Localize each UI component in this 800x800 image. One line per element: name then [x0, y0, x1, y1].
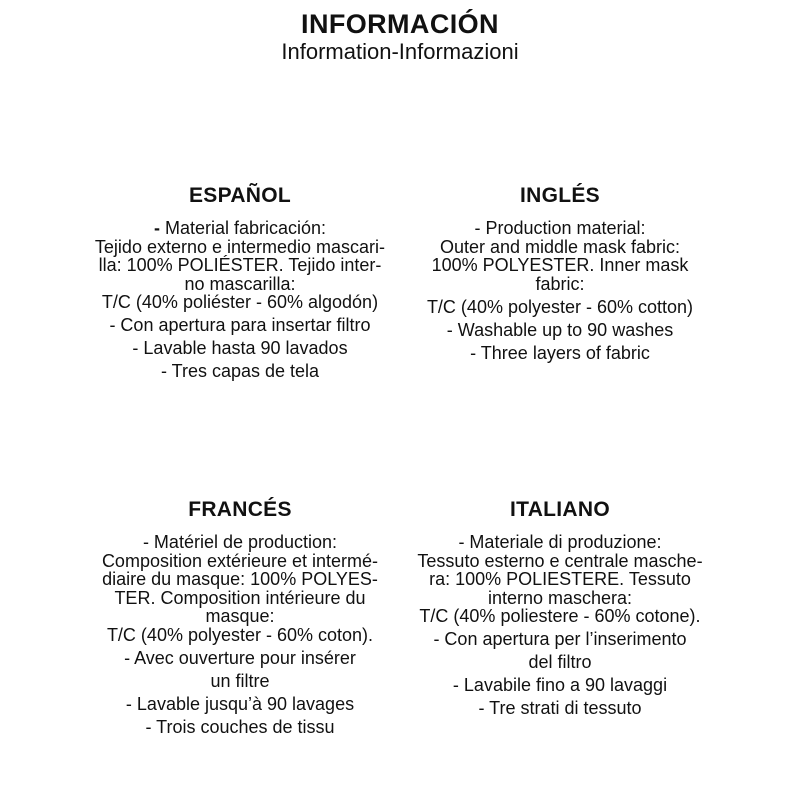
text-line: Tejido externo e intermedio mascari- [94, 236, 386, 257]
section-heading-italiano: ITALIANO [510, 498, 610, 521]
paragraph [400, 219, 720, 293]
page-title: INFORMACIÓN [301, 9, 499, 39]
section-ingles [400, 183, 720, 385]
paragraph [400, 321, 720, 340]
text-line: T/C (40% poliéster - 60% algodón) [101, 292, 379, 312]
paragraph [80, 533, 400, 644]
text-line: Composition extérieure et intermé- [101, 550, 379, 571]
text-line: - Lavable jusqu’à 90 lavages [125, 693, 355, 714]
paragraph [400, 533, 720, 626]
section-frances [80, 497, 400, 741]
text-line: ra: 100% POLIESTERE. Tessuto [429, 569, 691, 589]
text-line: - Three layers of fabric [470, 342, 650, 363]
text-line: - Material fabricación: [153, 218, 327, 238]
text-line: - Tres capas de tela [160, 361, 320, 381]
section-heading-frances: FRANCÉS [188, 498, 292, 521]
text-line: Outer and middle mask fabric: [439, 236, 681, 257]
paragraph [80, 362, 400, 381]
text-line: - Materiale di produzione: [458, 532, 662, 552]
paragraph [80, 649, 400, 668]
text-line: - Lavable hasta 90 lavados [132, 338, 348, 358]
text-line: - Trois couches de tissu [145, 716, 335, 737]
paragraph [400, 653, 720, 672]
text-line: - Washable up to 90 washes [446, 319, 674, 340]
text-line: - Avec ouverture pour insérer [124, 647, 356, 668]
text-line: - Tre strati di tessuto [478, 698, 642, 718]
text-line: - Lavabile fino a 90 lavaggi [452, 675, 668, 695]
text-line: fabric: [535, 273, 585, 294]
text-line: Tessuto esterno e centrale masche- [417, 550, 703, 571]
section-italiano [400, 497, 720, 741]
paragraph [80, 339, 400, 358]
paragraph [400, 699, 720, 718]
paragraph [80, 718, 400, 737]
text-line: un filtre [210, 670, 270, 691]
text-line: T/C (40% poliestere - 60% cotone). [419, 606, 701, 626]
text-line: 100% POLYESTER. Inner mask [431, 255, 689, 275]
text-line: - Con apertura per l’inserimento [433, 629, 687, 649]
text-line: lla: 100% POLIÉSTER. Tejido inter- [98, 255, 382, 275]
text-line: no mascarilla: [184, 273, 296, 294]
text-line: TER. Composition intérieure du [114, 587, 366, 608]
paragraph [400, 344, 720, 363]
paragraph [400, 630, 720, 649]
paragraph [400, 676, 720, 695]
text-line: T/C (40% polyester - 60% cotton) [426, 296, 694, 317]
text-line: interno maschera: [487, 587, 633, 608]
paragraph [80, 672, 400, 691]
bold-dash: - [153, 218, 160, 238]
info-page [0, 9, 800, 800]
section-espanol [80, 183, 400, 385]
text-line: del filtro [528, 652, 592, 672]
text-line: T/C (40% polyester - 60% coton). [106, 624, 374, 645]
paragraph [80, 219, 400, 312]
text-line: - Con apertura para insertar filtro [109, 315, 371, 335]
text-line: diaire du masque: 100% POLYES- [102, 569, 378, 589]
text-line: - Matériel de production: [142, 532, 338, 552]
paragraph [400, 298, 720, 317]
page-subtitle: Information-Informazioni [281, 39, 519, 64]
paragraph [80, 695, 400, 714]
section-heading-espanol: ESPAÑOL [188, 184, 292, 207]
language-sections [80, 183, 720, 741]
text-line: - Production material: [474, 218, 646, 238]
section-heading-ingles: INGLÉS [520, 184, 600, 207]
paragraph [80, 316, 400, 335]
text-line: masque: [205, 606, 275, 626]
